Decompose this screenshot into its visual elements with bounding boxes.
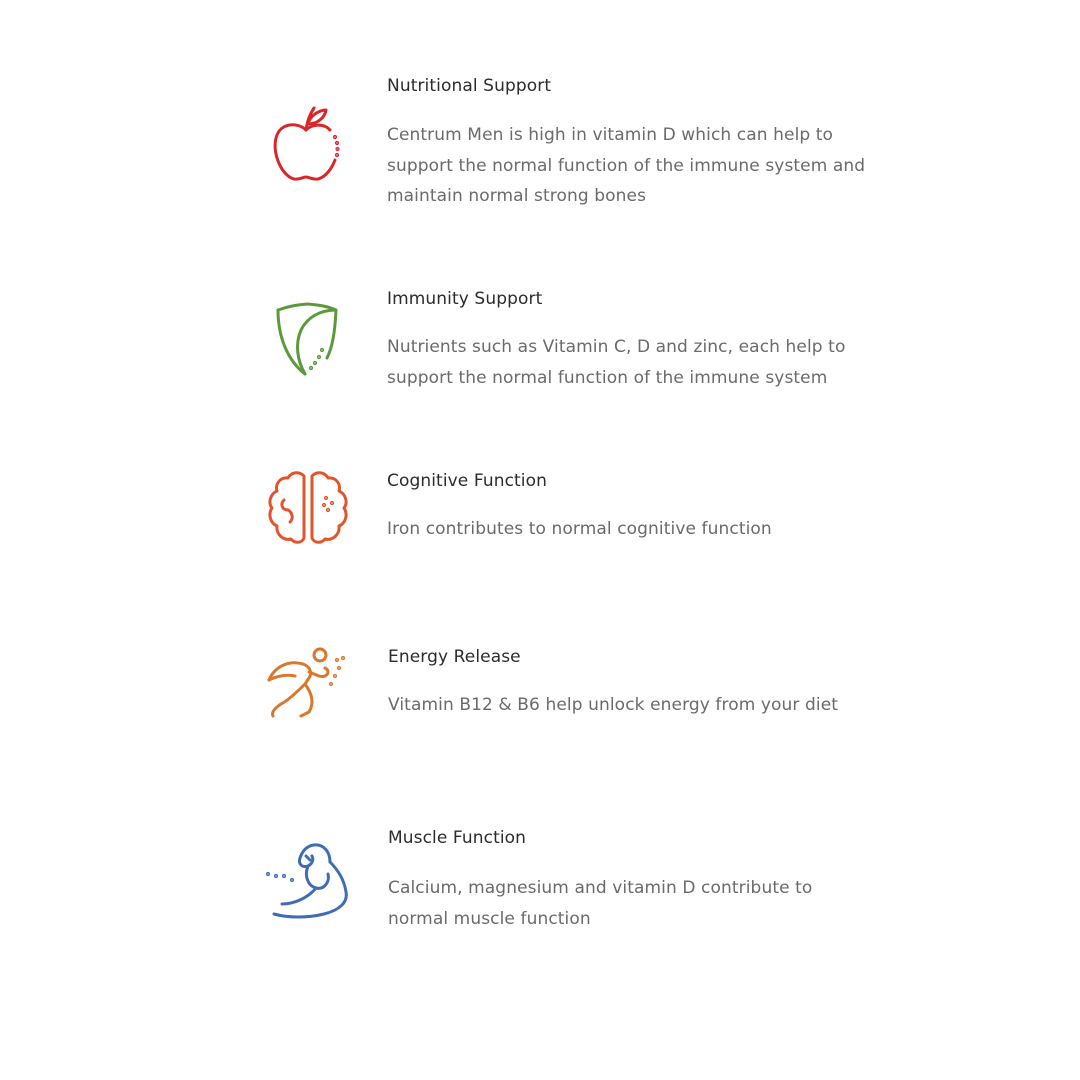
benefit-description: Iron contributes to normal cognitive function — [387, 519, 772, 539]
flexed-arm-icon — [264, 842, 350, 922]
benefit-title: Immunity Support — [387, 289, 543, 309]
running-person-icon — [265, 646, 351, 720]
apple-icon — [270, 102, 346, 184]
benefit-description: Nutrients such as Vitamin C, D and zinc, each help to support the normal function of the immune system — [387, 337, 846, 388]
benefit-title: Nutritional Support — [387, 76, 552, 96]
benefit-description: Vitamin B12 & B6 help unlock energy from your diet — [388, 695, 839, 715]
benefit-title: Cognitive Function — [387, 471, 547, 491]
brain-icon — [266, 470, 350, 544]
benefit-description: Calcium, magnesium and vitamin D contribute to normal muscle function — [388, 878, 813, 929]
benefit-title: Muscle Function — [388, 828, 527, 848]
benefit-description: Centrum Men is high in vitamin D which can help to support the normal function of the immune system and maintain normal strong bones — [387, 125, 866, 206]
benefit-title: Energy Release — [388, 647, 521, 667]
leaf-shield-icon — [275, 302, 339, 378]
